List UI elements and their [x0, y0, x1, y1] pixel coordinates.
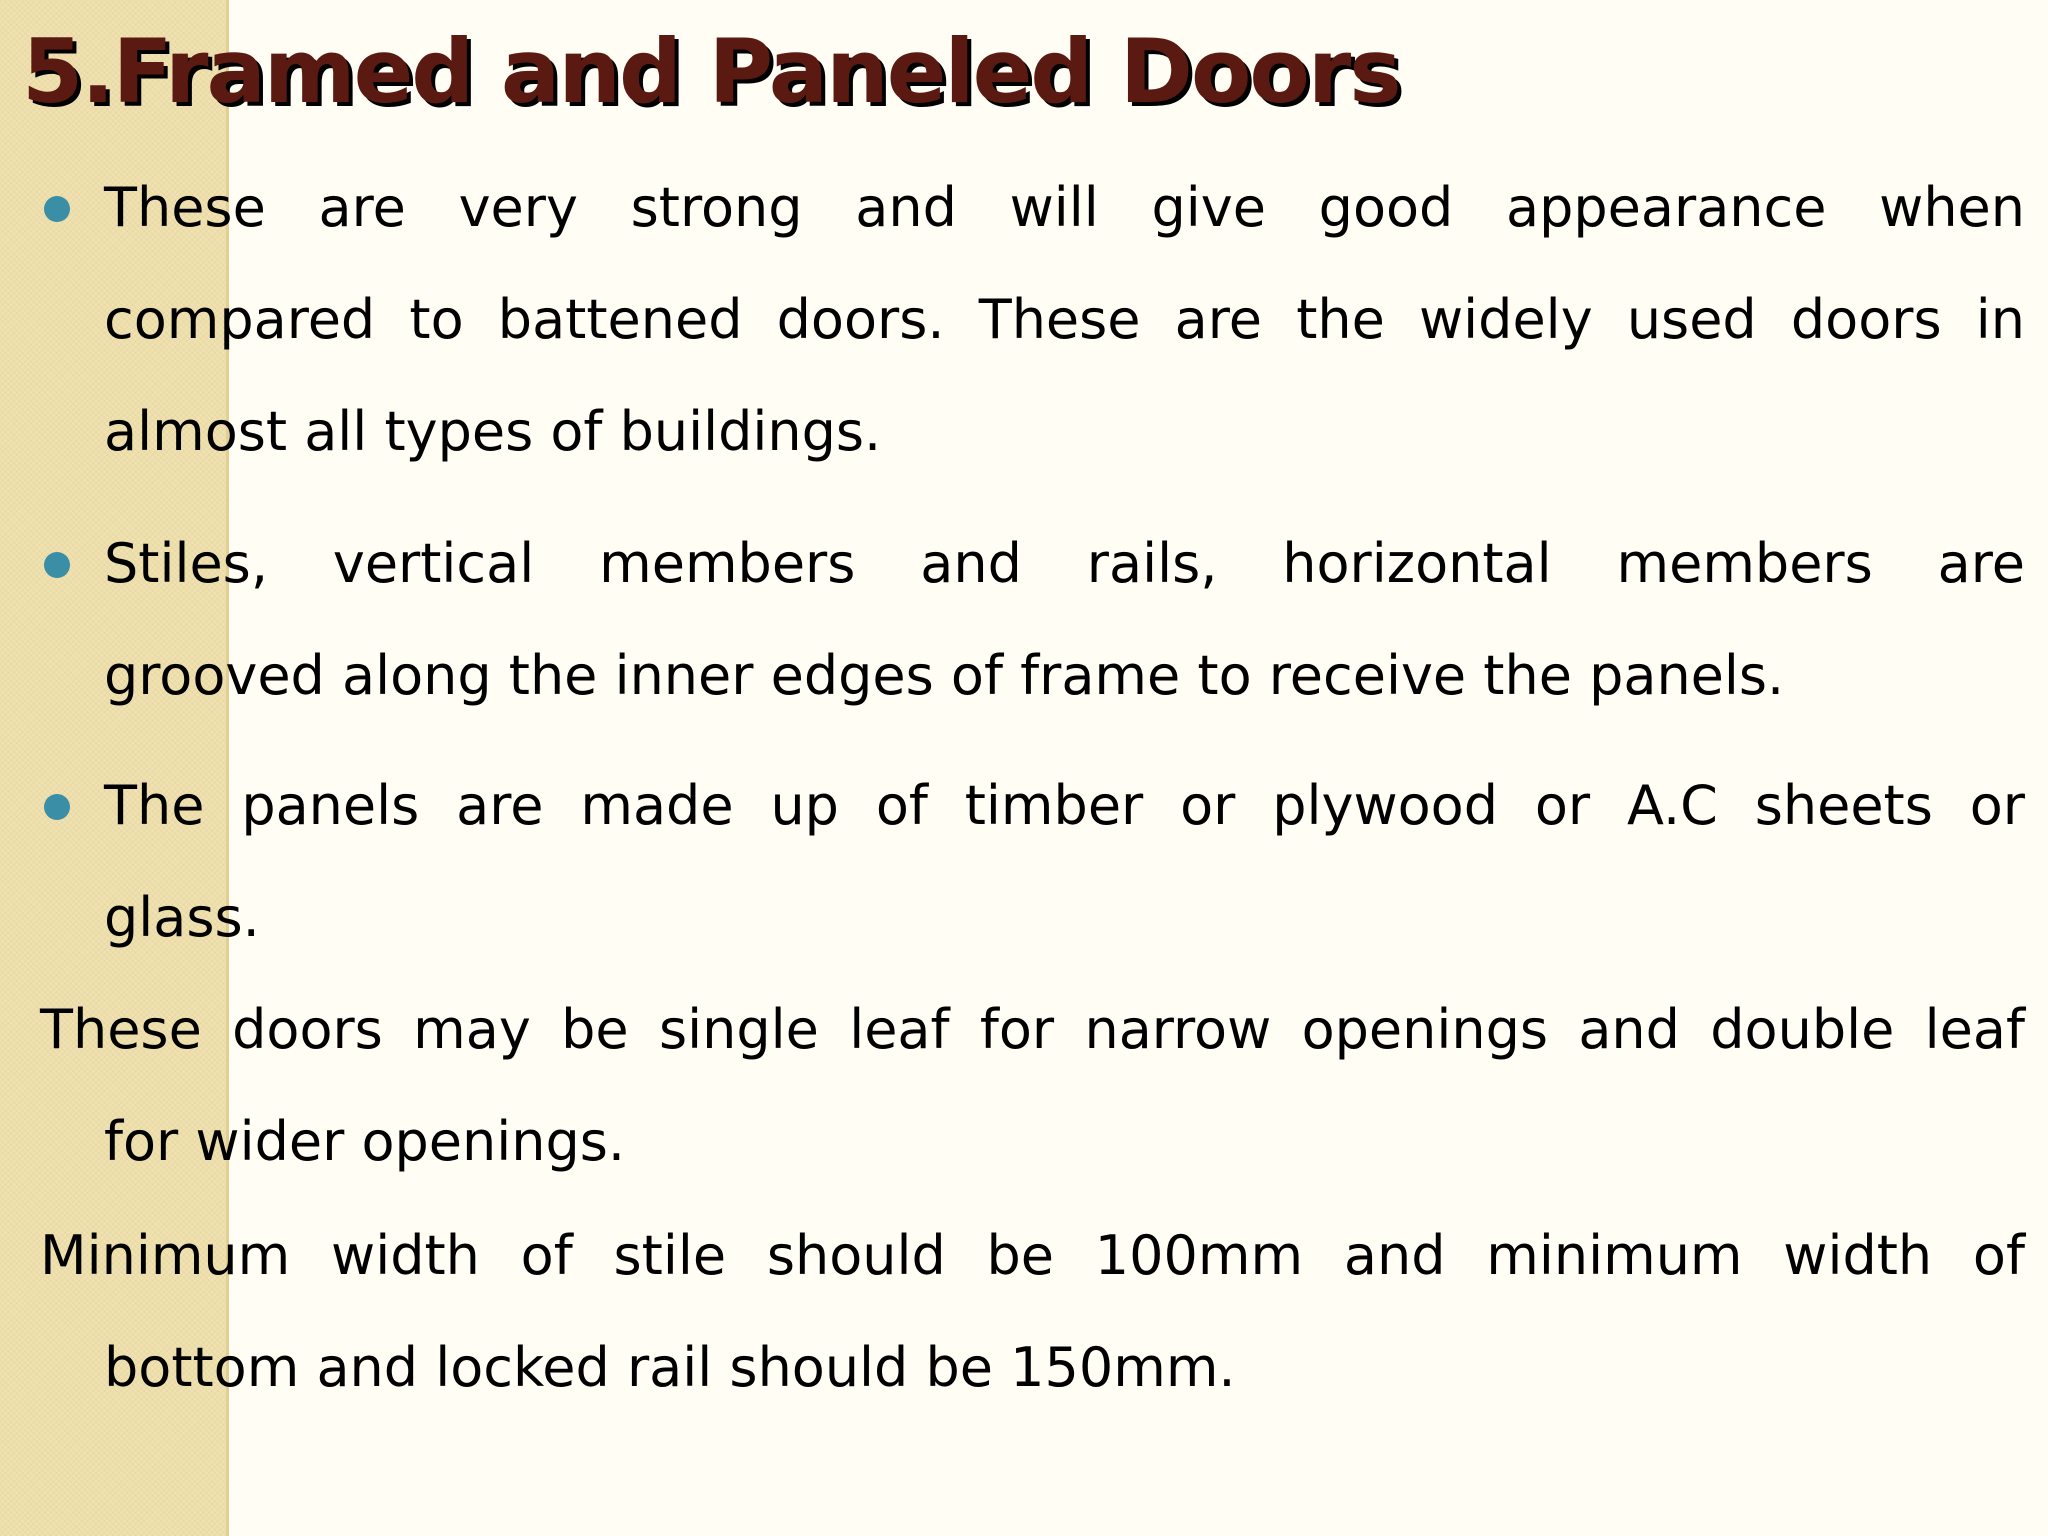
body-paragraph: [40, 974, 2025, 1198]
bullet-text-line: compared to battened doors. These are the widely used doors in: [104, 288, 2025, 351]
bullet-item: [40, 750, 2025, 974]
bullet-item: [40, 508, 2025, 732]
paragraph-text-line: These doors may be single leaf for narrow openings and double leaf: [40, 998, 2025, 1061]
bullet-text-line: grooved along the inner edges of frame to receive the panels.: [104, 644, 1785, 707]
bullet-text-line: These are very strong and will give good appearance when: [104, 176, 2025, 239]
bullet-text-line: Stiles, vertical members and rails, horizontal members are: [104, 532, 2025, 595]
bullet-dot-icon: [44, 196, 70, 222]
paragraph-text-line: for wider openings.: [104, 1110, 626, 1173]
bullet-text-line: almost all types of buildings.: [104, 400, 882, 463]
bullet-item: [40, 152, 2025, 488]
bullet-text-line: The panels are made up of timber or plywood or A.C sheets or: [104, 774, 2025, 837]
body-paragraph: [40, 1200, 2025, 1424]
slide-title: 5.Framed and Paneled Doors: [22, 20, 1400, 123]
bullet-dot-icon: [44, 794, 70, 820]
paragraph-text-line: Minimum width of stile should be 100mm and minimum width of: [40, 1224, 2025, 1287]
bullet-dot-icon: [44, 552, 70, 578]
paragraph-text-line: bottom and locked rail should be 150mm.: [104, 1336, 1236, 1399]
bullet-text-line: glass.: [104, 886, 260, 949]
